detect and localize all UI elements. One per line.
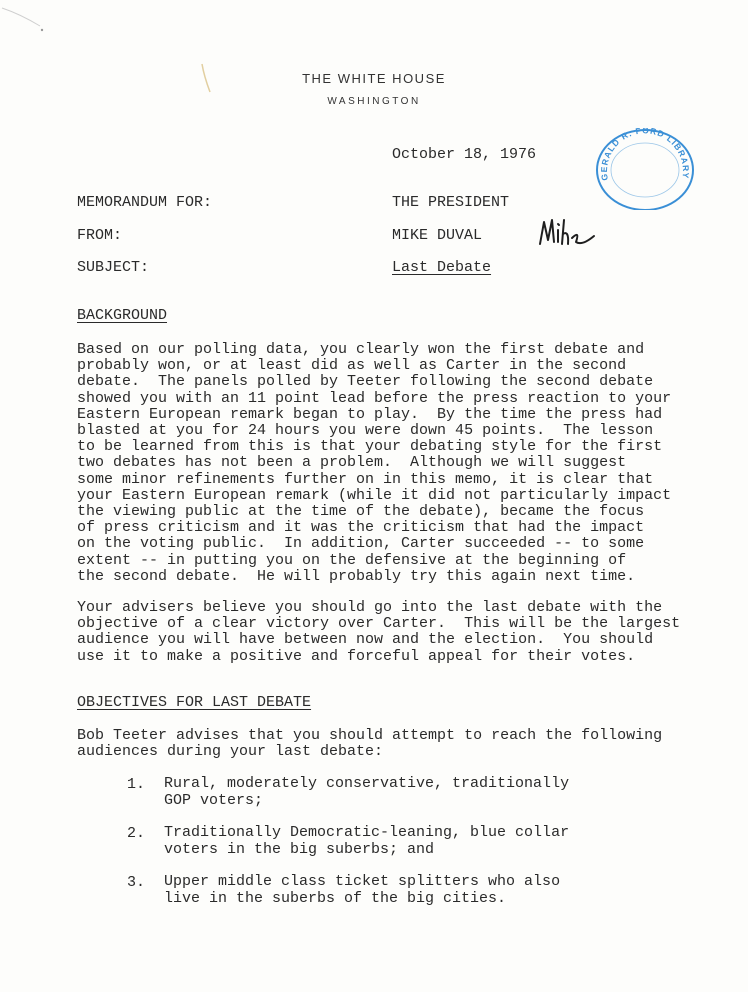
objectives-heading: OBJECTIVES FOR LAST DEBATE (77, 694, 312, 711)
background-paragraph-1: Based on our polling data, you clearly won the first debate and probably won, or at least did as well as Carter in the second debate. The panels polled by Teeter following the second debate showed you with an 11 point lead before the press reaction to your Eastern European remark began to play. By the time the press had blasted at you for 24 hours you were down 45 points. The lesson to be learned from this is that your debating style for the first two debates has not been a problem. Although we will suggest some minor refinements further on in this memo, it is clear that your Eastern European remark (while it did not particularly impact the viewing public at the time of the debate), became the focus of press criticism and it was the criticism that had the impact on the voting public. In addition, Carter succeeded -- to some extent -- in putting you on the defensive at the beginning of the second debate. He will probably try this again next time. (77, 341, 672, 585)
stamp-text: GERALD R. FORD LIBRARY (598, 128, 692, 182)
memo-from-label: FROM: (77, 227, 123, 244)
letterhead-subtitle: WASHINGTON (327, 96, 421, 107)
scan-mark (0, 0, 80, 40)
list-item-number: 3. (127, 874, 146, 891)
background-paragraph-2: Your advisers believe you should go into the last debate with the objective of a clear victory over Carter. This will be the largest audience you will have between now and the election. You should use it to make a positive and forceful appeal for their votes. (77, 599, 681, 665)
letterhead-title: THE WHITE HOUSE (302, 71, 446, 86)
background-heading: BACKGROUND (77, 307, 168, 324)
memo-subject-value: Last Debate (392, 259, 492, 276)
list-item-text: Rural, moderately conservative, traditionally GOP voters; (164, 775, 570, 809)
svg-text:GERALD R. FORD LIBRARY (599, 128, 691, 181)
list-item-number: 2. (127, 825, 146, 842)
memo-date: October 18, 1976 (392, 146, 537, 163)
signature (536, 216, 606, 252)
memo-for-label: MEMORANDUM FOR: (77, 194, 213, 211)
memo-subject-label: SUBJECT: (77, 259, 150, 276)
list-item-text: Traditionally Democratic-leaning, blue collar voters in the big suberbs; and (164, 824, 570, 858)
list-item-number: 1. (127, 776, 146, 793)
library-stamp (590, 128, 696, 210)
memo-from-value: MIKE DUVAL (392, 227, 483, 244)
list-item-text: Upper middle class ticket splitters who also live in the suberbs of the big cities. (164, 873, 561, 907)
objectives-intro: Bob Teeter advises that you should attempt to reach the following audiences during your last debate: (77, 727, 663, 761)
memo-for-value: THE PRESIDENT (392, 194, 510, 211)
